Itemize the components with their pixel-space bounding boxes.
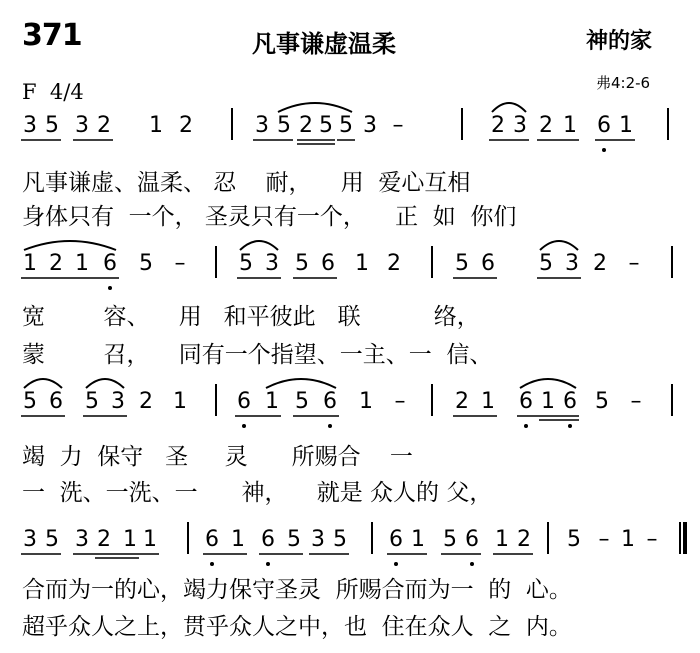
- note: 3: [75, 527, 89, 552]
- note: 6: [49, 389, 63, 414]
- hymn-source: 神的家: [586, 29, 653, 54]
- note: 2: [299, 113, 313, 138]
- octave-dot: [108, 286, 112, 290]
- slur: [240, 241, 278, 250]
- note: 1: [619, 113, 633, 138]
- note: 1: [231, 527, 245, 552]
- note: 5: [287, 527, 301, 552]
- note: 1: [143, 527, 157, 552]
- note: 5: [277, 113, 291, 138]
- lyric-line: 蒙 召， 同有一个指望、一主、一 信、: [22, 342, 493, 368]
- note: 2: [387, 251, 401, 276]
- dash-note: –: [628, 251, 640, 276]
- note: 5: [595, 389, 609, 414]
- note: 6: [563, 389, 577, 414]
- note: 6: [321, 251, 335, 276]
- key-signature: F 4/4: [22, 80, 84, 104]
- note: 2: [97, 113, 111, 138]
- note: 3: [111, 389, 125, 414]
- note: 1: [123, 527, 137, 552]
- note: 2: [97, 527, 111, 552]
- note: 2: [517, 527, 531, 552]
- note: 5: [333, 527, 347, 552]
- dash-note: –: [394, 389, 406, 414]
- note: 5: [455, 251, 469, 276]
- music-system: [21, 103, 668, 152]
- hymn-number: 371: [22, 18, 82, 53]
- note: 6: [519, 389, 533, 414]
- lyric-line: 身体只有 一个， 圣灵只有一个， 正 如 你们: [22, 204, 517, 230]
- note: 1: [621, 527, 635, 552]
- note: 6: [237, 389, 251, 414]
- note: 2: [179, 113, 193, 138]
- note: 5: [319, 113, 333, 138]
- note: 3: [75, 113, 89, 138]
- octave-dot: [242, 424, 246, 428]
- slur: [266, 379, 336, 388]
- music-system: [21, 241, 672, 290]
- note: 1: [355, 251, 369, 276]
- note: 5: [339, 113, 353, 138]
- note: 6: [465, 527, 479, 552]
- slur: [24, 241, 116, 250]
- note: 3: [513, 113, 527, 138]
- dash-note: –: [392, 113, 404, 138]
- note: 3: [255, 113, 269, 138]
- note: 1: [563, 113, 577, 138]
- octave-dot: [568, 424, 572, 428]
- octave-dot: [602, 148, 606, 152]
- note: 3: [23, 113, 37, 138]
- note: 5: [45, 113, 59, 138]
- octave-dot: [524, 424, 528, 428]
- note: 2: [49, 251, 63, 276]
- music-system: [21, 379, 672, 428]
- dash-note: –: [174, 251, 186, 276]
- note: 3: [23, 527, 37, 552]
- note: 5: [567, 527, 581, 552]
- note: 1: [75, 251, 89, 276]
- note: 3: [363, 113, 377, 138]
- dash-note: –: [646, 527, 658, 552]
- note: 1: [173, 389, 187, 414]
- note: 3: [311, 527, 325, 552]
- note: 6: [481, 251, 495, 276]
- lyric-line: 合而为一的心，竭力保守圣灵 所赐合而为一 的 心。: [22, 577, 572, 603]
- scripture-reference: 弗4:2-6: [596, 74, 651, 92]
- dash-note: –: [630, 389, 642, 414]
- note: 1: [359, 389, 373, 414]
- note: 6: [323, 389, 337, 414]
- lyric-line: 一 洗、一洗、一 神， 就是 众人的 父，: [22, 480, 493, 506]
- note: 3: [265, 251, 279, 276]
- note: 2: [539, 113, 553, 138]
- note: 5: [295, 251, 309, 276]
- note: 5: [23, 389, 37, 414]
- octave-dot: [266, 562, 270, 566]
- note: 2: [139, 389, 153, 414]
- slur: [492, 103, 526, 112]
- lyric-line: 宽 容、 用 和平彼此 联 络，: [22, 304, 480, 330]
- note: 1: [23, 251, 37, 276]
- note: 5: [45, 527, 59, 552]
- note: 1: [481, 389, 495, 414]
- note: 6: [103, 251, 117, 276]
- note: 6: [597, 113, 611, 138]
- note: 2: [455, 389, 469, 414]
- note: 5: [443, 527, 457, 552]
- note: 3: [565, 251, 579, 276]
- lyric-line: 凡事谦虚、温柔、 忍 耐， 用 爱心互相: [22, 170, 471, 196]
- note: 1: [495, 527, 509, 552]
- note: 5: [295, 389, 309, 414]
- hymn-title: 凡事谦虚温柔: [252, 30, 396, 58]
- octave-dot: [394, 562, 398, 566]
- note: 5: [239, 251, 253, 276]
- note: 2: [593, 251, 607, 276]
- lyric-line: 超乎众人之上，贯乎众人之中，也 住在众人 之 内。: [22, 614, 572, 640]
- note: 1: [265, 389, 279, 414]
- music-system: [21, 522, 685, 566]
- slur: [520, 379, 576, 388]
- note: 5: [539, 251, 553, 276]
- note: 6: [261, 527, 275, 552]
- slur: [24, 379, 62, 388]
- note: 5: [85, 389, 99, 414]
- note: 6: [389, 527, 403, 552]
- lyric-line: 竭 力 保守 圣 灵 所赐合 一: [22, 444, 413, 470]
- note: 2: [491, 113, 505, 138]
- octave-dot: [328, 424, 332, 428]
- octave-dot: [470, 562, 474, 566]
- note: 1: [541, 389, 555, 414]
- note: 6: [205, 527, 219, 552]
- slur: [278, 103, 352, 112]
- slur: [86, 379, 124, 388]
- note: 1: [411, 527, 425, 552]
- note: 1: [149, 113, 163, 138]
- octave-dot: [210, 562, 214, 566]
- dash-note: –: [598, 527, 610, 552]
- note: 5: [139, 251, 153, 276]
- slur: [540, 241, 578, 250]
